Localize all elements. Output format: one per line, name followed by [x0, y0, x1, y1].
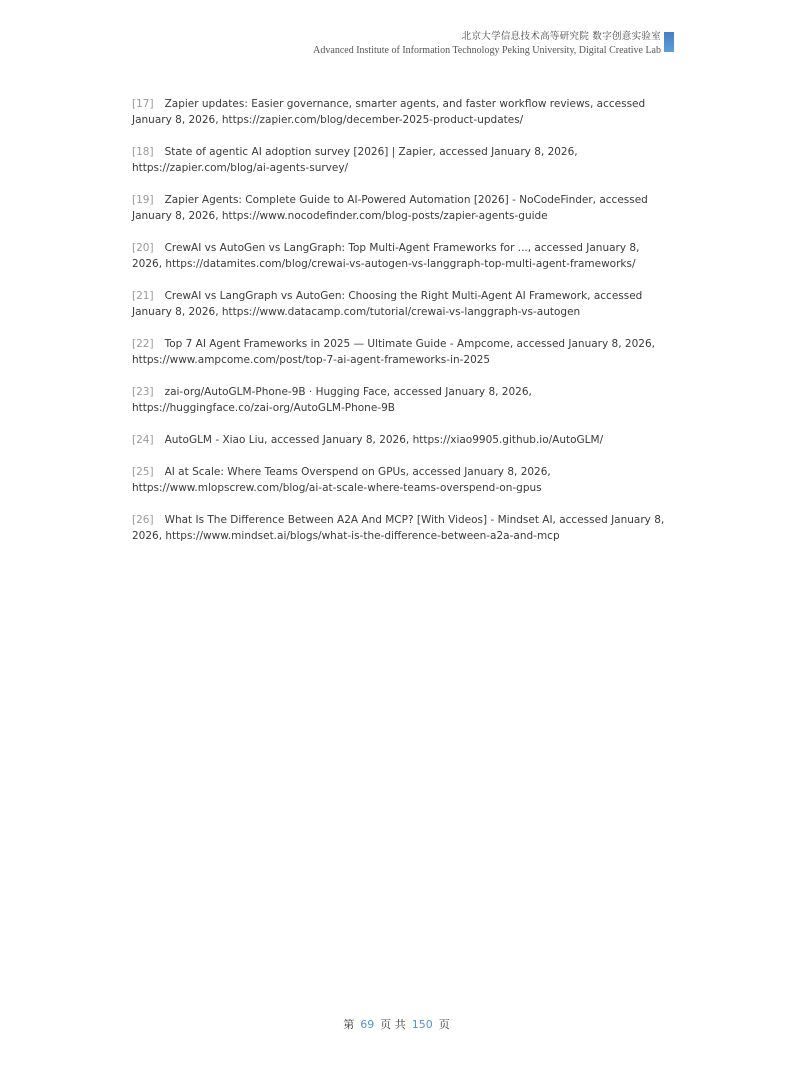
reference-text: CrewAI vs AutoGen vs LangGraph: Top Multi-Agent Frameworks for ..., accessed January 8, 2026, https://datamites.com/blog/crewai-vs-autogen-vs-langgraph-top-multi-agent-frameworks/ [132, 242, 640, 270]
reference-text: What Is The Difference Between A2A And MCP? [With Videos] - Mindset AI, accessed January 8, 2026, https://www.mindset.ai/blogs/what-is-the-difference-between-a2a-and-mcp [132, 514, 665, 542]
reference-item [132, 96, 667, 128]
reference-text: Zapier Agents: Complete Guide to AI-Powered Automation [2026] - NoCodeFinder, accessed January 8, 2026, https://www.nocodefinder.com/blog-posts/zapier-agents-guide [132, 194, 648, 222]
total-page-number: 150 [411, 1018, 433, 1031]
reference-item [132, 464, 667, 496]
reference-number: [24] [132, 434, 154, 446]
reference-text: AutoGLM - Xiao Liu, accessed January 8, 2026, https://xiao9905.github.io/AutoGLM/ [164, 434, 604, 446]
reference-item [132, 512, 667, 544]
reference-number: [19] [132, 194, 154, 206]
reference-text: AI at Scale: Where Teams Overspend on GPUs, accessed January 8, 2026, https://www.mlopscrew.com/blog/ai-at-scale-where-teams-overspend-on-gpus [132, 466, 551, 494]
reference-item [132, 192, 667, 224]
footer-middle: 页 共 [380, 1018, 406, 1031]
reference-item [132, 144, 667, 176]
reference-number: [25] [132, 466, 154, 478]
header-accent-bar [664, 32, 674, 52]
reference-text: zai-org/AutoGLM-Phone-9B · Hugging Face, accessed January 8, 2026, https://huggingface.co/zai-org/AutoGLM-Phone-9B [132, 386, 532, 414]
reference-number: [23] [132, 386, 154, 398]
reference-number: [17] [132, 98, 154, 110]
current-page-number: 69 [360, 1018, 375, 1031]
reference-item [132, 288, 667, 320]
reference-text: CrewAI vs LangGraph vs AutoGen: Choosing the Right Multi-Agent AI Framework, accessed January 8, 2026, https://www.datacamp.com/tutorial/crewai-vs-langgraph-vs-autogen [132, 290, 643, 318]
reference-number: [18] [132, 146, 154, 158]
reference-text: State of agentic AI adoption survey [2026] | Zapier, accessed January 8, 2026, https://zapier.com/blog/ai-agents-survey/ [132, 146, 578, 174]
reference-item [132, 384, 667, 416]
reference-number: [26] [132, 514, 154, 526]
reference-item [132, 432, 667, 448]
page-footer [0, 1016, 793, 1032]
reference-list [132, 96, 667, 560]
reference-item [132, 336, 667, 368]
page-header [313, 30, 661, 57]
reference-text: Top 7 AI Agent Frameworks in 2025 — Ultimate Guide - Ampcome, accessed January 8, 2026, https://www.ampcome.com/post/top-7-ai-agent-frameworks-in-2025 [132, 338, 655, 366]
reference-number: [20] [132, 242, 154, 254]
reference-text: Zapier updates: Easier governance, smarter agents, and faster workflow reviews, accessed January 8, 2026, https://zapier.com/blog/december-2025-product-updates/ [132, 98, 646, 126]
footer-prefix: 第 [343, 1018, 355, 1031]
reference-number: [22] [132, 338, 154, 350]
footer-suffix: 页 [438, 1018, 450, 1031]
header-institute-cn: 北京大学信息技术高等研究院 数字创意实验室 [461, 31, 661, 42]
reference-number: [21] [132, 290, 154, 302]
header-institute-en: Advanced Institute of Information Technology Peking University, Digital Creative Lab [313, 45, 661, 56]
reference-item [132, 240, 667, 272]
